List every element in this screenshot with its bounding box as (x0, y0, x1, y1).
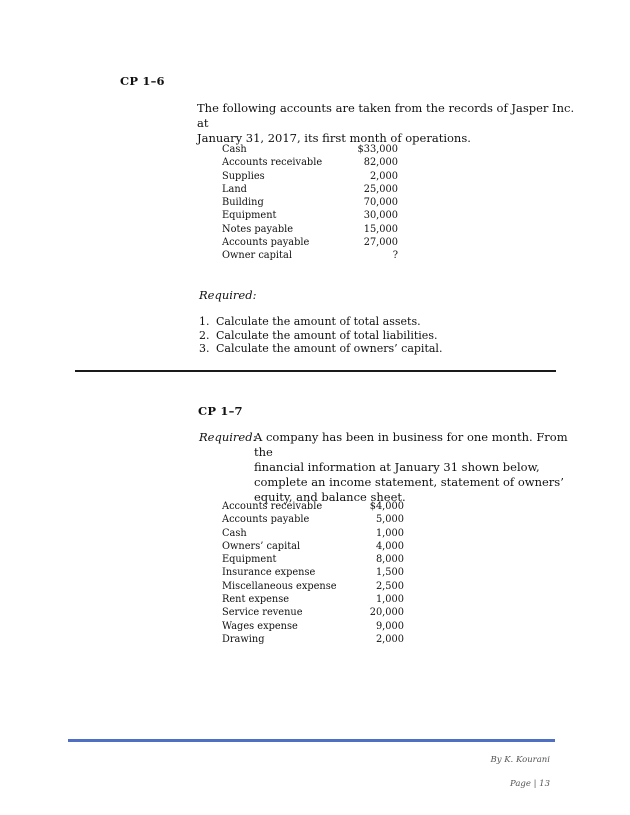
table-row (222, 500, 404, 513)
cp17-required-line3: complete an income statement, statement of owners’ (254, 475, 564, 489)
list-item-text: Calculate the amount of owners’ capital. (216, 342, 443, 355)
footer-page-number: Page | 13 (510, 779, 550, 789)
cp17-required-label: Required: (199, 430, 257, 444)
table-row (222, 196, 398, 209)
table-row (222, 620, 404, 633)
account-name: Accounts receivable (222, 157, 323, 169)
account-amount: 2,000 (375, 633, 404, 645)
table-row (222, 540, 404, 553)
cp17-required-text (254, 430, 569, 505)
account-name: Accounts receivable (222, 501, 323, 512)
account-name: Equipment (222, 210, 277, 222)
account-name: Insurance expense (222, 567, 316, 579)
account-amount: 4,000 (375, 540, 404, 552)
list-item-number: 1. (199, 315, 210, 328)
cp17-required-line2: financial information at January 31 shown below, (254, 460, 540, 474)
account-amount: 82,000 (363, 157, 398, 169)
account-name: Land (222, 183, 247, 195)
account-name: Accounts payable (222, 237, 310, 249)
account-amount: 30,000 (363, 210, 398, 222)
account-amount: 1,000 (375, 527, 404, 539)
account-name: Supplies (222, 170, 265, 182)
table-row (222, 249, 398, 262)
cp16-heading: CP 1–6 (120, 74, 165, 88)
table-row (222, 183, 398, 196)
table-row (222, 513, 404, 526)
table-row (222, 553, 404, 566)
table-row (222, 156, 398, 169)
account-name: Notes payable (222, 223, 294, 235)
list-item (199, 342, 479, 356)
cp16-required-label: Required: (199, 288, 257, 302)
account-amount: 2,000 (369, 170, 398, 182)
account-name: Building (222, 197, 264, 209)
account-amount: 15,000 (363, 223, 398, 235)
table-row (222, 143, 398, 156)
account-amount: 70,000 (363, 197, 398, 209)
account-name: Owners’ capital (222, 540, 301, 552)
account-amount: 5,000 (375, 514, 404, 526)
cp17-heading: CP 1–7 (198, 404, 243, 418)
list-item-text: Calculate the amount of total assets. (216, 315, 421, 328)
cp17-required-line4: equity, and balance sheet. (254, 490, 406, 504)
account-name: Miscellaneous expense (222, 580, 337, 592)
account-name: Rent expense (222, 594, 290, 606)
list-item (199, 315, 479, 329)
account-amount: 1,000 (375, 594, 404, 606)
account-name: Accounts payable (222, 514, 310, 526)
table-row (222, 223, 398, 236)
table-row (222, 566, 404, 579)
table-row (222, 606, 404, 619)
account-amount: 20,000 (369, 607, 404, 619)
account-amount: 27,000 (363, 237, 398, 249)
list-item-number: 3. (199, 342, 210, 355)
section-divider (75, 370, 556, 372)
cp16-intro-line2: January 31, 2017, its first month of operations. (197, 131, 471, 145)
account-name: Cash (222, 527, 247, 539)
account-amount: 1,500 (375, 567, 404, 579)
account-amount: $4,000 (369, 501, 404, 512)
account-amount: 8,000 (375, 554, 404, 566)
cp17-accounts-table (222, 500, 404, 646)
account-name: Drawing (222, 633, 265, 645)
account-amount: ? (392, 250, 398, 262)
account-name: Owner capital (222, 250, 292, 262)
table-row (222, 170, 398, 183)
list-item (199, 329, 479, 343)
account-amount: 2,500 (375, 580, 404, 592)
account-amount: $33,000 (357, 144, 398, 155)
footer-author: By K. Kourani (490, 755, 550, 765)
cp16-intro-line1: The following accounts are taken from the records of Jasper Inc. at (197, 101, 575, 130)
table-row (222, 593, 404, 606)
table-row (222, 527, 404, 540)
list-item-text: Calculate the amount of total liabilities. (216, 328, 438, 342)
table-row (222, 209, 398, 222)
cp17-required-line1: A company has been in business for one month. From the (254, 430, 568, 459)
cp16-requirements-list (199, 315, 479, 356)
account-name: Cash (222, 144, 247, 155)
account-amount: 9,000 (375, 620, 404, 632)
table-row (222, 580, 404, 593)
account-name: Wages expense (222, 620, 298, 632)
account-amount: 25,000 (363, 183, 398, 195)
cp16-accounts-table (222, 143, 398, 263)
account-name: Service revenue (222, 607, 303, 619)
account-name: Equipment (222, 554, 277, 566)
table-row (222, 633, 404, 646)
list-item-number: 2. (199, 328, 210, 342)
cp16-intro (197, 101, 577, 146)
footer-rule (68, 739, 555, 742)
table-row (222, 236, 398, 249)
